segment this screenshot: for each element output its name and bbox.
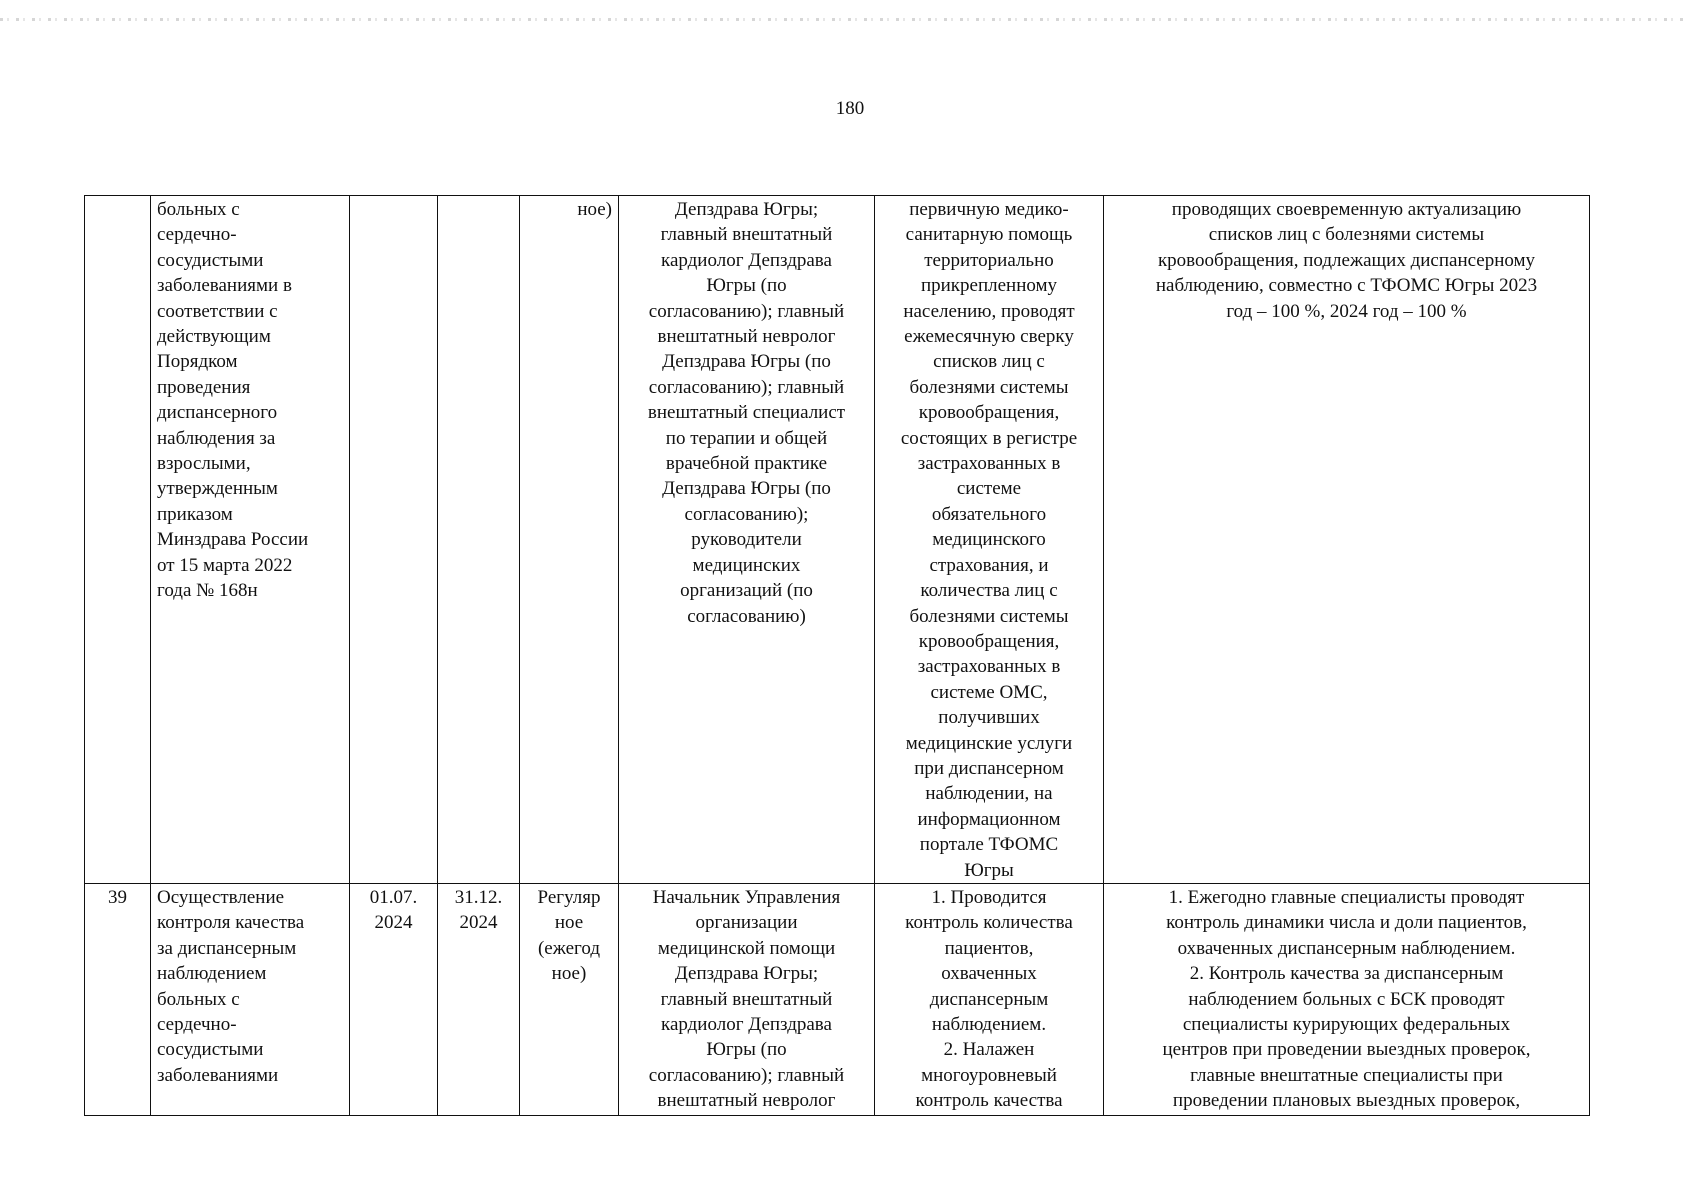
scan-artifact-line	[0, 18, 1686, 21]
start-date-cell: 01.07. 2024	[350, 883, 438, 1115]
periodicity-cell: Регуляр ное (ежегод ное)	[520, 883, 619, 1115]
page-number: 180	[835, 98, 865, 119]
responsible-cell: Депздрава Югры; главный внештатный кардиолог Депздрава Югры (по согласованию); главный внештатный невролог Депздрава Югры (по согласованию); главный внештатный специалист по терапии и общей врачебной практике Депздрава Югры (по согласованию); руководители медицинских организаций (по согласованию)	[619, 196, 875, 884]
table-row	[85, 883, 1590, 1115]
indicator-cell: 1. Ежегодно главные специалисты проводят контроль динамики числа и доли пациентов, охваченных диспансерным наблюдением. 2. Контроль качества за диспансерным наблюдением больных с БСК проводят специалисты курирующих федеральных центров при проведении выездных проверок, главные внештатные специалисты при проведении плановых выездных проверок,	[1104, 883, 1590, 1115]
periodicity-cell: ное)	[520, 196, 619, 884]
end-date-cell	[438, 196, 520, 884]
activity-cell: Осуществление контроля качества за диспансерным наблюдением больных с сердечно- сосудистыми заболеваниями	[151, 883, 350, 1115]
row-number	[85, 196, 151, 884]
start-date-cell	[350, 196, 438, 884]
activity-cell: больных с сердечно- сосудистыми заболеваниями в соответствии с действующим Порядком проведения диспансерного наблюдения за взрослыми, утвержденным приказом Минздрава России от 15 марта 2022 года № 168н	[151, 196, 350, 884]
action-plan-table	[84, 195, 1590, 1116]
table-row	[85, 196, 1590, 884]
result-cell: первичную медико- санитарную помощь территориально прикрепленному населению, проводят ежемесячную сверку списков лиц с болезнями системы кровообращения, состоящих в регистре застрахованных в системе обязательного медицинского страхования, и количества лиц с болезнями системы кровообращения, застрахованных в системе ОМС, получивших медицинские услуги при диспансерном наблюдении, на информационном портале ТФОМС Югры	[875, 196, 1104, 884]
result-cell: 1. Проводится контроль количества пациентов, охваченных диспансерным наблюдением. 2. Налажен многоуровневый контроль качества	[875, 883, 1104, 1115]
row-number: 39	[85, 883, 151, 1115]
end-date-cell: 31.12. 2024	[438, 883, 520, 1115]
responsible-cell: Начальник Управления организации медицинской помощи Депздрава Югры; главный внештатный кардиолог Депздрава Югры (по согласованию); главный внештатный невролог	[619, 883, 875, 1115]
indicator-cell: проводящих своевременную актуализацию списков лиц с болезнями системы кровообращения, подлежащих диспансерному наблюдению, совместно с ТФОМС Югры 2023 год – 100 %, 2024 год – 100 %	[1104, 196, 1590, 884]
